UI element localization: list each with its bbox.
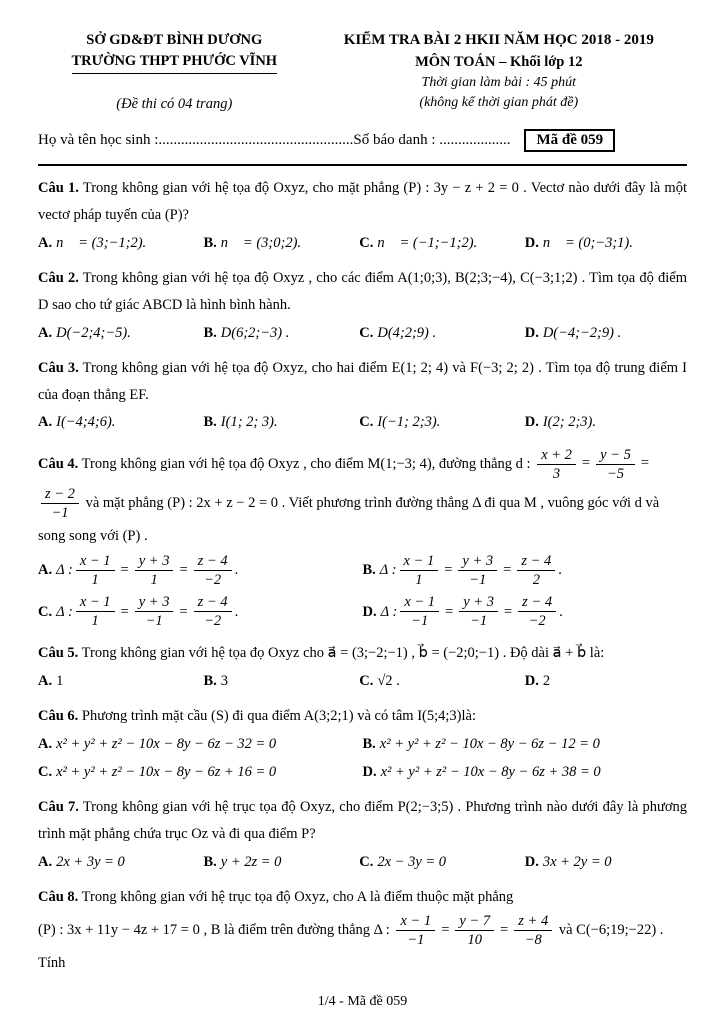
- option-label: B.: [203, 414, 217, 431]
- frac-den: −1: [470, 613, 488, 630]
- question-2-text: Trong không gian với hệ tọa độ Oxyz , cho các điểm A(1;0;3), B(2;3;−4), C(−3;1;2) . Tìm tọa độ điểm D sao cho tứ giác ABCD là hình bình hành.: [38, 270, 687, 313]
- frac-num: y + 3: [135, 552, 174, 571]
- option-label: A.: [38, 562, 53, 579]
- option-text: y + 2z = 0: [220, 853, 282, 870]
- frac-den: 1: [91, 571, 99, 588]
- question-3-text: Trong không gian với hệ tọa độ Oxyz, cho hai điểm E(1; 2; 4) và F(−3; 2; 2) . Tìm tọa độ trung điểm I của đoạn thẳng EF.: [38, 359, 687, 403]
- option-label: D.: [524, 673, 539, 690]
- frac-den: −5: [606, 465, 624, 482]
- department-name: SỞ GD&ĐT BÌNH DƯƠNG: [86, 32, 263, 48]
- frac-den: −1: [411, 613, 429, 630]
- question-6: [38, 703, 687, 785]
- question-1-stem: [38, 175, 687, 229]
- option-text: I(1; 2; 3).: [220, 414, 278, 431]
- frac-num: y − 7: [455, 912, 494, 931]
- frac-num: z − 4: [194, 593, 232, 612]
- header-divider: [38, 164, 687, 166]
- question-6-text: Phương trình mặt cầu (S) đi qua điểm A(3;2;1) và có tâm I(5;4;3)là:: [81, 708, 476, 725]
- period: .: [234, 603, 239, 620]
- period: .: [559, 603, 563, 620]
- question-4-label: Câu 4.: [38, 455, 79, 472]
- frac-den: −1: [469, 571, 487, 588]
- question-4-options: [38, 551, 687, 632]
- equals-sign: =: [179, 562, 188, 579]
- option-text: n⃗ = (3;0;2).: [220, 234, 302, 251]
- student-id-label: Số báo danh : ...................: [353, 132, 511, 149]
- option-label: C.: [359, 414, 374, 431]
- question-1-options: [38, 230, 687, 256]
- fraction: [396, 912, 435, 949]
- frac-num: x + 2: [537, 446, 576, 465]
- question-6-options: [38, 731, 687, 785]
- fraction: [135, 593, 174, 630]
- frac-den: 3: [552, 465, 561, 482]
- frac-den: 1: [91, 613, 99, 630]
- frac-num: y − 5: [596, 446, 635, 465]
- option-text: n⃗ = (−1;−1;2).: [377, 234, 478, 251]
- option-label: A.: [38, 414, 53, 431]
- frac-num: x − 1: [396, 912, 435, 931]
- option-text: n⃗ = (0;−3;1).: [542, 234, 633, 251]
- student-name-label: Họ và tên học sinh :....................................................: [38, 132, 354, 149]
- question-4: [38, 445, 687, 632]
- exam-duration: Thời gian làm bài : 45 phút: [421, 74, 577, 90]
- equals-sign: =: [120, 562, 129, 579]
- option-text: √2 .: [377, 673, 400, 690]
- header-left: [38, 30, 311, 113]
- frac-num: x − 1: [400, 552, 439, 571]
- q6-option-d: [363, 759, 688, 785]
- option-text: D(6;2;−3) .: [220, 324, 290, 341]
- q3-option-b: [203, 409, 359, 435]
- fraction: [518, 593, 556, 630]
- q5-option-d: [525, 668, 687, 694]
- frac-num: x − 1: [76, 552, 115, 571]
- option-label: C.: [359, 324, 374, 341]
- option-label: C.: [359, 673, 374, 690]
- question-4-text-2: và mặt phẳng (P) : 2x + z − 2 = 0 . Viết phương trình đường thẳng Δ đi qua M , vuông góc với d và song song với (P) .: [38, 494, 660, 545]
- option-label: A.: [38, 324, 53, 341]
- option-text: 2x − 3y = 0: [377, 853, 447, 870]
- option-label: A.: [38, 234, 53, 251]
- option-label: B.: [362, 562, 376, 579]
- header-right: [311, 30, 687, 113]
- page-footer: 1/4 - Mã đề 059: [317, 994, 408, 1009]
- fraction: [76, 593, 115, 630]
- q7-option-b: [203, 849, 359, 875]
- frac-den: −1: [145, 613, 163, 630]
- option-text: x² + y² + z² − 10x − 8y − 6z + 16 = 0: [56, 764, 277, 781]
- option-text: n⃗ = (3;−1;2).: [56, 234, 147, 251]
- q2-option-d: [525, 320, 687, 346]
- fraction: [194, 593, 232, 630]
- q3-option-c: [359, 409, 524, 435]
- question-3-stem: [38, 355, 687, 409]
- q3-option-a: [38, 409, 203, 435]
- question-7: [38, 794, 687, 875]
- option-text: D(−4;−2;9) .: [542, 324, 622, 341]
- frac-num: z − 4: [194, 552, 232, 571]
- exam-subject: MÔN TOÁN – Khối lớp 12: [415, 53, 583, 70]
- question-8-stem: [38, 884, 687, 977]
- q4-option-c: [38, 592, 363, 631]
- question-2-options: [38, 320, 687, 346]
- question-2-label: Câu 2.: [38, 270, 79, 287]
- equals-sign: =: [179, 603, 188, 620]
- option-label: B.: [203, 673, 217, 690]
- frac-num: x − 1: [76, 593, 115, 612]
- frac-den: 10: [467, 931, 482, 948]
- question-7-stem: [38, 794, 687, 848]
- frac-den: −2: [204, 571, 222, 588]
- question-5-label: Câu 5.: [38, 645, 79, 662]
- q4-option-a: [38, 551, 363, 590]
- option-label: D.: [524, 414, 539, 431]
- equals-sign: =: [503, 562, 512, 579]
- option-delta: Δ :: [56, 562, 73, 579]
- exam-title: KIỂM TRA BÀI 2 HKII NĂM HỌC 2018 - 2019: [343, 32, 654, 48]
- q6-option-a: [38, 731, 363, 757]
- fraction: [596, 446, 635, 483]
- option-text: 1: [56, 673, 64, 690]
- question-3-label: Câu 3.: [38, 359, 79, 376]
- fraction: [455, 912, 494, 949]
- frac-den: −2: [528, 613, 546, 630]
- fraction: [517, 552, 555, 589]
- q1-option-c: [359, 230, 524, 256]
- fraction: [76, 552, 115, 589]
- fraction: [514, 912, 552, 949]
- q2-option-c: [359, 320, 524, 346]
- option-label: D.: [362, 764, 377, 781]
- option-text: x² + y² + z² − 10x − 8y − 6z − 32 = 0: [56, 736, 277, 753]
- frac-num: y + 3: [459, 593, 498, 612]
- question-8-label: Câu 8.: [38, 888, 79, 905]
- q2-option-a: [38, 320, 203, 346]
- frac-den: −1: [407, 931, 425, 948]
- equals-sign: =: [441, 921, 450, 938]
- option-label: D.: [524, 324, 539, 341]
- q3-option-d: [525, 409, 687, 435]
- question-3: [38, 355, 687, 436]
- pages-note: (Đề thi có 04 trang): [116, 96, 233, 113]
- exam-code-box: Mã đề 059: [524, 129, 615, 152]
- option-label: C.: [38, 603, 53, 620]
- question-2-stem: [38, 265, 687, 319]
- option-text: D(−2;4;−5).: [56, 324, 131, 341]
- option-label: A.: [38, 736, 53, 753]
- q5-option-c: [359, 668, 524, 694]
- q5-option-b: [203, 668, 359, 694]
- frac-num: y + 3: [135, 593, 174, 612]
- equals-sign: =: [445, 603, 454, 620]
- equals-sign: =: [503, 603, 513, 620]
- q6-option-b: [363, 731, 688, 757]
- q6-option-c: [38, 759, 363, 785]
- fraction: [194, 552, 232, 589]
- frac-num: z + 4: [514, 912, 552, 931]
- question-5-stem: [38, 640, 687, 667]
- option-text: I(2; 2;3).: [542, 414, 596, 431]
- option-label: C.: [359, 234, 374, 251]
- option-delta: Δ :: [380, 603, 398, 620]
- q4-option-b: [363, 551, 688, 590]
- option-label: C.: [38, 764, 53, 781]
- option-text: 3x + 2y = 0: [542, 853, 612, 870]
- option-label: A.: [38, 673, 53, 690]
- frac-den: 1: [415, 571, 423, 588]
- q7-option-a: [38, 849, 203, 875]
- frac-num: z − 4: [518, 593, 556, 612]
- option-delta: Δ :: [379, 562, 397, 579]
- question-2: [38, 265, 687, 346]
- option-text: 3: [220, 673, 229, 690]
- q5-option-a: [38, 668, 203, 694]
- fraction: [41, 485, 79, 522]
- frac-num: y + 3: [458, 552, 497, 571]
- option-label: D.: [524, 853, 539, 870]
- option-text: 2x + 3y = 0: [56, 853, 125, 870]
- option-text: x² + y² + z² − 10x − 8y − 6z + 38 = 0: [380, 764, 601, 781]
- question-5-text: Trong không gian với hệ tọa đọ Oxyz cho a⃗ = (3;−2;−1) , b⃗ = (−2;0;−1) . Độ dài a⃗ + b⃗ là:: [81, 645, 605, 662]
- fraction: [537, 446, 576, 483]
- period: .: [234, 562, 239, 579]
- question-5: [38, 640, 687, 694]
- question-1: [38, 175, 687, 256]
- question-3-options: [38, 409, 687, 435]
- fraction: [459, 593, 498, 630]
- q1-option-d: [525, 230, 687, 256]
- fraction: [400, 552, 439, 589]
- option-label: D.: [362, 603, 377, 620]
- school-name: TRƯỜNG THPT PHƯỚC VĨNH: [72, 51, 278, 74]
- option-label: D.: [524, 234, 539, 251]
- question-7-text: Trong không gian với hệ trục tọa độ Oxyz, cho điểm P(2;−3;5) . Phương trình nào dưới đây là phương trình mặt phẳng chứa trục Oz và đi qua điểm P?: [38, 799, 687, 843]
- equals-sign: =: [500, 921, 509, 938]
- option-label: C.: [359, 853, 374, 870]
- exam-header: [38, 30, 687, 113]
- period: .: [558, 562, 562, 579]
- frac-num: z − 2: [41, 485, 79, 504]
- question-7-options: [38, 849, 687, 875]
- frac-den: −1: [51, 504, 69, 521]
- fraction: [400, 593, 439, 630]
- q2-option-b: [203, 320, 359, 346]
- equals-sign: =: [640, 455, 650, 472]
- frac-den: −8: [524, 931, 542, 948]
- option-label: A.: [38, 853, 53, 870]
- q7-option-d: [525, 849, 687, 875]
- question-1-label: Câu 1.: [38, 180, 79, 197]
- question-4-stem: [38, 445, 687, 550]
- option-text: I(−1; 2;3).: [377, 414, 441, 431]
- equals-sign: =: [120, 603, 129, 620]
- option-text: I(−4;4;6).: [56, 414, 116, 431]
- frac-den: 1: [150, 571, 158, 588]
- option-label: B.: [203, 234, 217, 251]
- option-delta: Δ :: [56, 603, 73, 620]
- q1-option-a: [38, 230, 203, 256]
- q1-option-b: [203, 230, 359, 256]
- exam-note: (không kể thời gian phát đề): [419, 95, 579, 111]
- frac-num: z − 4: [517, 552, 555, 571]
- question-6-stem: [38, 703, 687, 730]
- equals-sign: =: [581, 455, 591, 472]
- frac-den: −2: [204, 613, 222, 630]
- question-1-text: Trong không gian với hệ tọa độ Oxyz, cho mặt phẳng (P) : 3y − z + 2 = 0 . Vectơ nào dưới đây là một vectơ pháp tuyến của (P)?: [38, 180, 687, 224]
- fraction: [458, 552, 497, 589]
- option-label: B.: [203, 853, 217, 870]
- question-7-label: Câu 7.: [38, 799, 79, 816]
- option-text: D(4;2;9) .: [377, 324, 437, 341]
- question-8: [38, 884, 687, 977]
- question-5-options: [38, 668, 687, 694]
- equals-sign: =: [444, 562, 453, 579]
- student-info-row: [38, 129, 687, 152]
- option-text: x² + y² + z² − 10x − 8y − 6z − 12 = 0: [379, 736, 600, 753]
- question-6-label: Câu 6.: [38, 708, 79, 725]
- option-label: B.: [203, 324, 217, 341]
- q4-option-d: [363, 592, 688, 631]
- option-label: B.: [362, 736, 376, 753]
- question-4-text-1: Trong không gian với hệ tọa độ Oxyz , cho điểm M(1;−3; 4), đường thẳng d :: [81, 455, 531, 472]
- question-8-text-3: và C(−6;19;−22) . Tính: [38, 921, 664, 972]
- fraction: [135, 552, 174, 589]
- question-8-text-1: Trong không gian với hệ trục tọa độ Oxyz, cho A là điểm thuộc mặt phẳng: [81, 888, 514, 905]
- question-8-text-2: (P) : 3x + 11y − 4z + 17 = 0 , B là điểm trên đường thẳng Δ :: [38, 921, 390, 938]
- option-text: 2: [542, 673, 551, 690]
- frac-den: 2: [532, 571, 540, 588]
- frac-num: x − 1: [400, 593, 439, 612]
- school-name-row: [38, 51, 311, 74]
- q7-option-c: [359, 849, 524, 875]
